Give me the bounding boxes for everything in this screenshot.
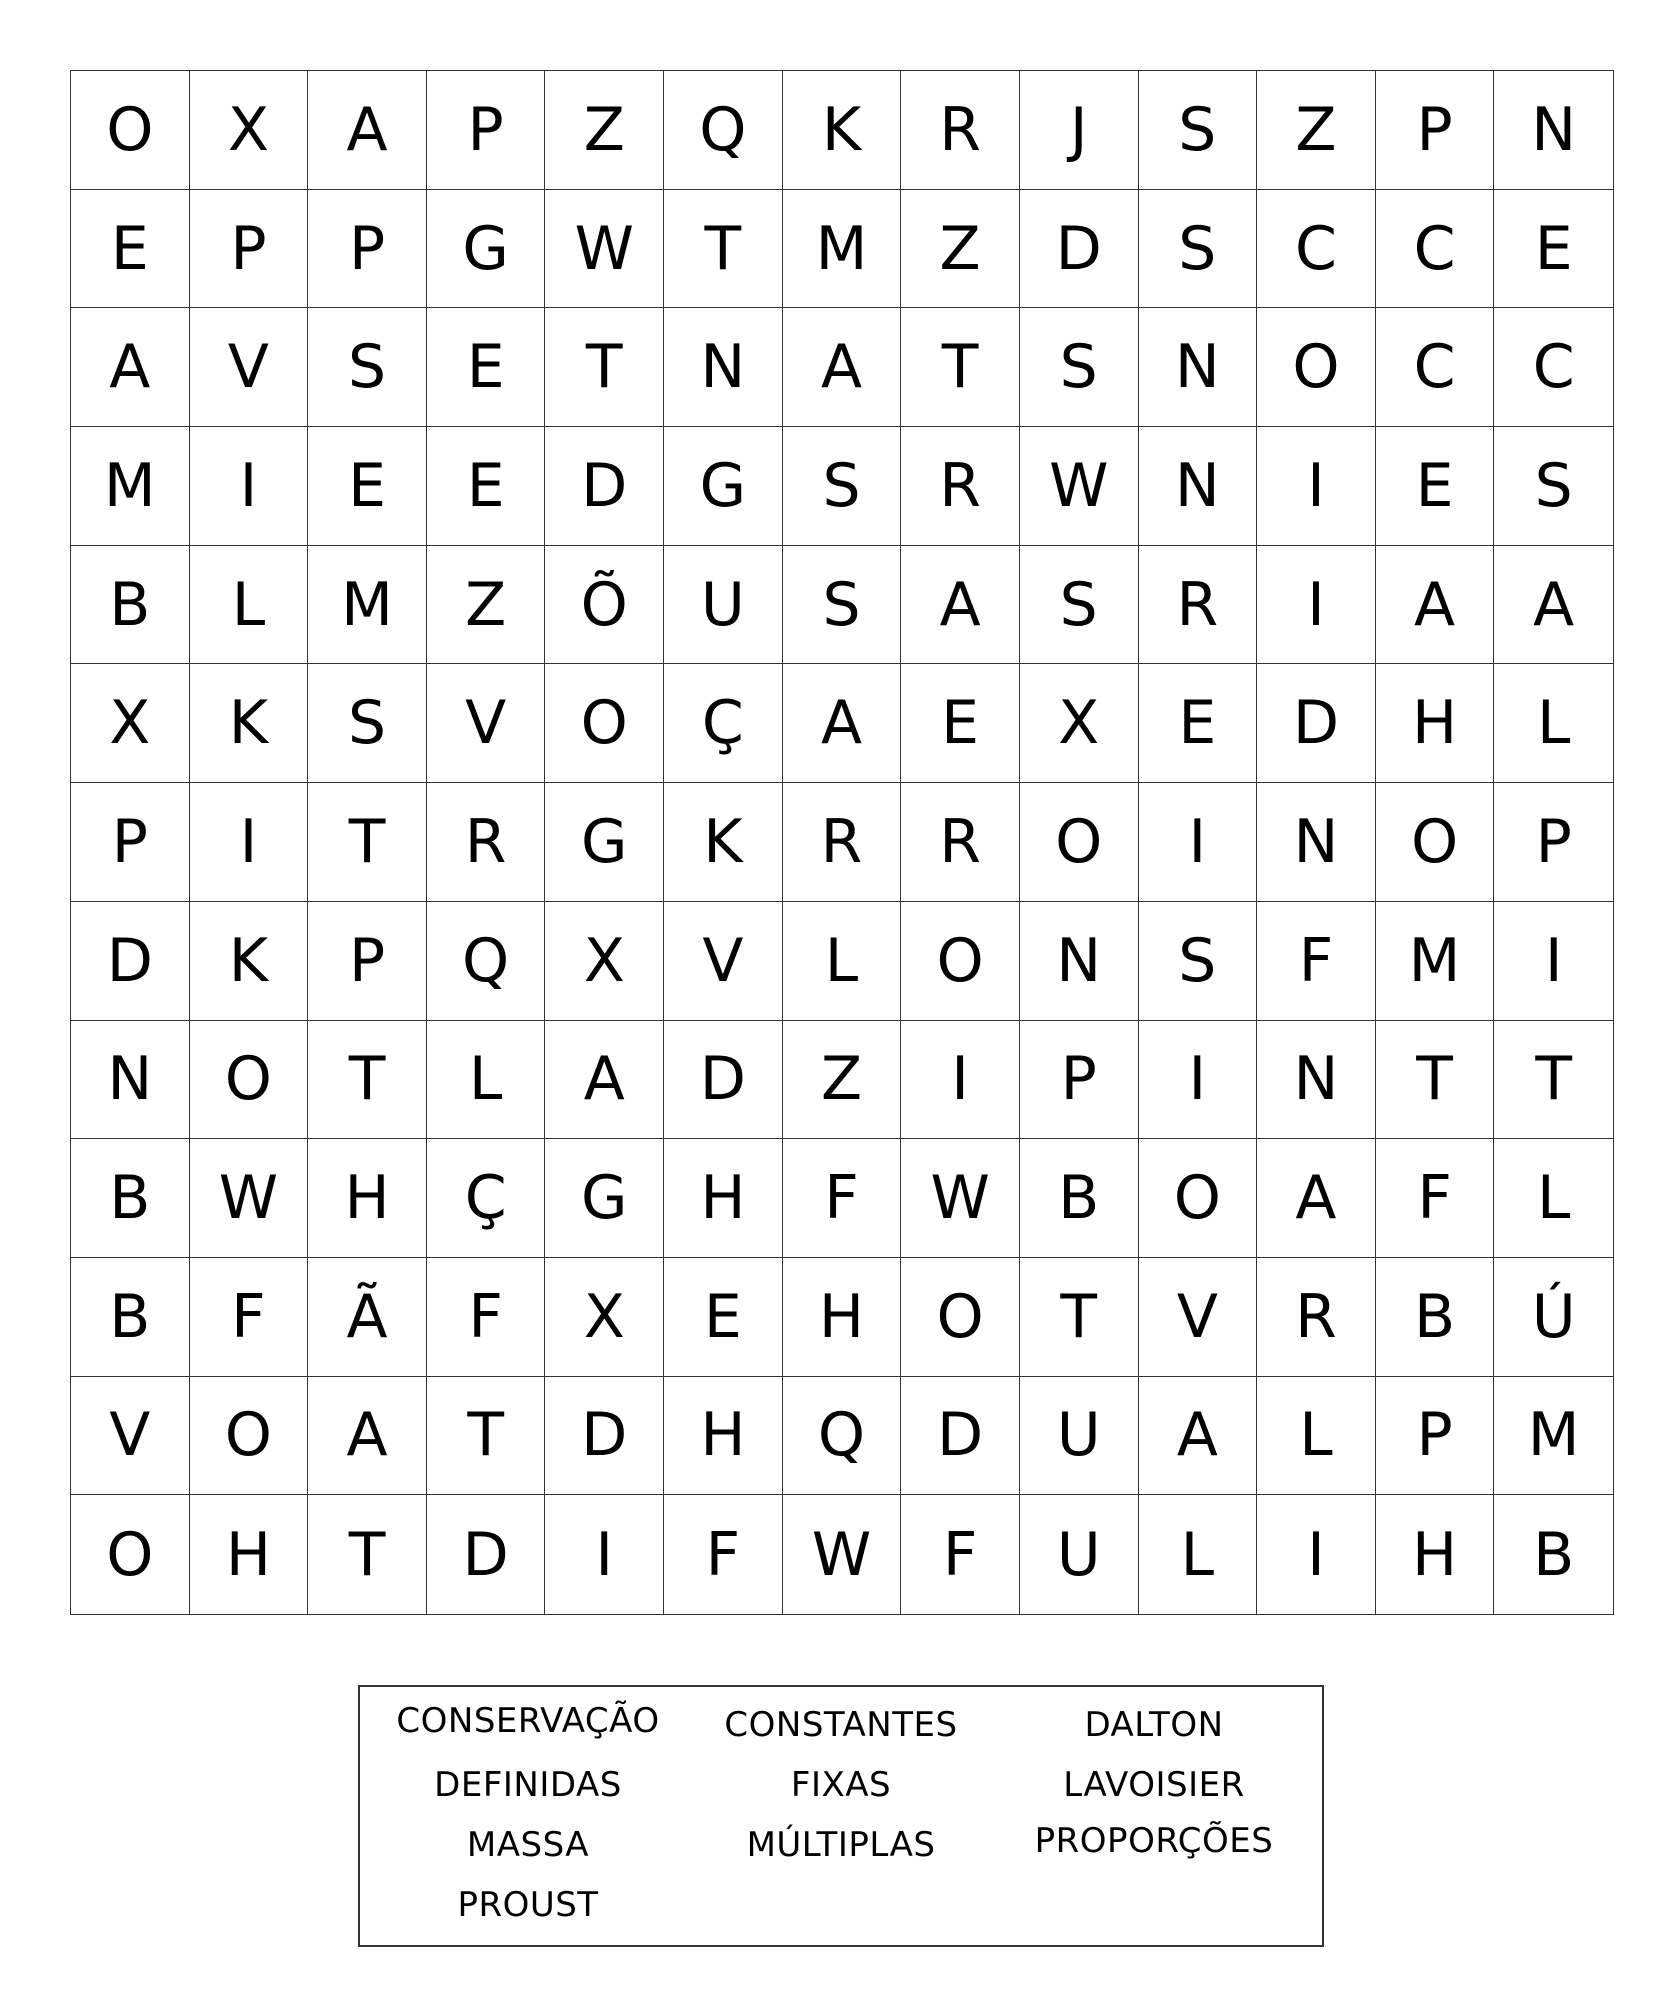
grid-cell[interactable]: M <box>308 546 427 665</box>
grid-cell[interactable]: P <box>1376 1377 1495 1496</box>
word-item: PROUST <box>457 1885 599 1925</box>
grid-cell[interactable]: O <box>1257 308 1376 427</box>
grid-cell[interactable]: X <box>190 71 309 190</box>
grid-cell[interactable]: A <box>308 71 427 190</box>
grid-cell[interactable]: V <box>71 1377 190 1496</box>
grid-cell[interactable]: W <box>901 1139 1020 1258</box>
grid-cell[interactable]: Z <box>545 71 664 190</box>
grid-cell[interactable]: P <box>190 190 309 309</box>
grid-cell[interactable]: O <box>190 1377 309 1496</box>
grid-cell[interactable]: O <box>71 71 190 190</box>
word-item: DEFINIDAS <box>434 1765 622 1805</box>
grid-cell[interactable]: A <box>1494 546 1613 665</box>
grid-cell[interactable]: Ã <box>308 1258 427 1377</box>
grid-cell[interactable]: N <box>1020 902 1139 1021</box>
word-item: FIXAS <box>790 1765 892 1805</box>
grid-cell[interactable]: E <box>1376 427 1495 546</box>
grid-cell[interactable]: P <box>1494 783 1613 902</box>
grid-cell[interactable]: B <box>71 546 190 665</box>
grid-cell[interactable]: I <box>1257 546 1376 665</box>
grid-cell[interactable]: E <box>71 190 190 309</box>
grid-cell[interactable]: D <box>545 1377 664 1496</box>
grid-cell[interactable]: B <box>1533 1519 1575 1590</box>
grid-cell[interactable]: I <box>901 1021 1020 1140</box>
grid-cell[interactable]: P <box>308 902 427 1021</box>
grid-cell[interactable]: L <box>190 546 309 665</box>
grid-cell[interactable]: S <box>308 308 427 427</box>
word-item: CONSERVAÇÃO <box>396 1701 660 1741</box>
grid-cell[interactable]: F <box>190 1258 309 1377</box>
grid-cell[interactable]: S <box>1020 546 1139 665</box>
grid-cell[interactable]: A <box>1139 1377 1258 1496</box>
grid-cell[interactable]: E <box>427 308 546 427</box>
grid-cell[interactable]: P <box>427 71 546 190</box>
grid-cell[interactable]: Ú <box>1494 1258 1613 1377</box>
grid-cell[interactable]: T <box>1376 1021 1495 1140</box>
grid-cell[interactable]: V <box>427 664 546 783</box>
grid-cell[interactable]: T <box>427 1377 546 1496</box>
grid-cell[interactable]: X <box>1020 664 1139 783</box>
grid-cell[interactable]: M <box>71 427 190 546</box>
grid-cell[interactable]: B <box>71 1258 190 1377</box>
grid-cell[interactable]: O <box>1139 1139 1258 1258</box>
grid-cell[interactable]: C <box>1376 308 1495 427</box>
grid-cell[interactable]: A <box>783 308 902 427</box>
grid-cell[interactable]: I <box>545 1495 664 1614</box>
grid-cell[interactable]: A <box>1257 1139 1376 1258</box>
grid-cell[interactable]: O <box>71 1495 190 1614</box>
grid-cell[interactable]: E <box>427 427 546 546</box>
grid-cell[interactable]: X <box>545 902 664 1021</box>
grid-cell[interactable]: R <box>901 427 1020 546</box>
grid-cell[interactable]: A <box>71 308 190 427</box>
grid-cell[interactable]: F <box>1257 902 1376 1021</box>
word-list <box>358 1685 1324 1947</box>
grid-cell[interactable]: R <box>1257 1258 1376 1377</box>
grid-cell[interactable]: U <box>1020 1377 1139 1496</box>
grid-cell[interactable]: E <box>1139 664 1258 783</box>
grid-cell[interactable]: A <box>308 1377 427 1496</box>
grid-cell[interactable]: D <box>901 1377 1020 1496</box>
grid-cell[interactable]: N <box>664 308 783 427</box>
grid-cell[interactable]: N <box>1257 783 1376 902</box>
grid-cell[interactable]: L <box>1257 1377 1376 1496</box>
grid-cell[interactable]: F <box>901 1495 1020 1614</box>
grid-cell[interactable]: F <box>664 1495 783 1614</box>
grid-cell[interactable]: I <box>190 783 309 902</box>
grid-cell[interactable]: L <box>1494 1139 1613 1258</box>
grid-cell[interactable]: E <box>308 427 427 546</box>
grid-cell[interactable]: O <box>545 664 664 783</box>
grid-cell[interactable]: R <box>901 71 1020 190</box>
grid-cell[interactable]: Õ <box>545 546 664 665</box>
grid-cell[interactable]: D <box>71 902 190 1021</box>
grid-cell[interactable]: G <box>664 427 783 546</box>
grid-cell[interactable]: V <box>664 902 783 1021</box>
grid-cell[interactable]: T <box>901 308 1020 427</box>
grid-cell[interactable]: B <box>71 1139 190 1258</box>
grid-cell[interactable]: N <box>1257 1021 1376 1140</box>
grid-cell[interactable]: M <box>783 190 902 309</box>
grid-cell[interactable]: H <box>1376 664 1495 783</box>
grid-cell[interactable]: N <box>1494 71 1613 190</box>
grid-cell[interactable]: I <box>1139 1021 1258 1140</box>
grid-cell[interactable]: S <box>1139 71 1258 190</box>
grid-cell[interactable]: K <box>664 783 783 902</box>
word-item: CONSTANTES <box>724 1705 958 1745</box>
grid-cell[interactable]: I <box>1257 427 1376 546</box>
grid-cell[interactable]: F <box>1376 1139 1495 1258</box>
grid-cell[interactable]: O <box>901 1258 1020 1377</box>
grid-cell[interactable]: F <box>427 1258 546 1377</box>
grid-cell[interactable]: F <box>783 1139 902 1258</box>
grid-cell[interactable]: W <box>783 1495 902 1614</box>
grid-cell[interactable]: R <box>783 783 902 902</box>
grid-cell[interactable]: L <box>1139 1495 1258 1614</box>
grid-cell[interactable]: Ç <box>427 1139 546 1258</box>
grid-cell[interactable]: P <box>1020 1021 1139 1140</box>
grid-cell[interactable]: S <box>1494 427 1613 546</box>
grid-cell[interactable]: P <box>1376 71 1495 190</box>
grid-cell[interactable]: R <box>1139 546 1258 665</box>
grid-cell[interactable]: I <box>190 427 309 546</box>
grid-cell[interactable]: Ç <box>664 664 783 783</box>
grid-cell[interactable]: S <box>1139 902 1258 1021</box>
grid-cell[interactable]: A <box>901 546 1020 665</box>
grid-cell[interactable]: A <box>783 664 902 783</box>
grid-cell[interactable]: O <box>901 902 1020 1021</box>
grid-cell[interactable]: K <box>783 71 902 190</box>
grid-cell[interactable]: Q <box>427 902 546 1021</box>
grid-cell[interactable]: D <box>427 1495 546 1614</box>
grid-cell[interactable]: T <box>308 783 427 902</box>
grid-cell[interactable]: W <box>190 1139 309 1258</box>
grid-cell[interactable]: S <box>783 427 902 546</box>
grid-cell[interactable]: T <box>1494 1021 1613 1140</box>
grid-cell[interactable]: C <box>1376 190 1495 309</box>
grid-cell[interactable]: B <box>1020 1139 1139 1258</box>
grid-cell[interactable]: S <box>1020 308 1139 427</box>
grid-cell[interactable]: A <box>545 1021 664 1140</box>
letter-grid <box>70 70 1614 1615</box>
grid-cell[interactable]: Z <box>427 546 546 665</box>
grid-cell[interactable]: W <box>545 190 664 309</box>
grid-cell[interactable]: L <box>427 1021 546 1140</box>
grid-cell[interactable]: X <box>71 664 190 783</box>
grid-cell[interactable]: B <box>1376 1258 1495 1377</box>
grid-cell[interactable]: Z <box>901 190 1020 309</box>
grid-cell[interactable]: P <box>308 190 427 309</box>
word-item: MASSA <box>466 1825 590 1865</box>
grid-cell[interactable]: H <box>664 1377 783 1496</box>
grid-cell[interactable]: M <box>1494 1377 1613 1496</box>
grid-cell[interactable]: T <box>545 308 664 427</box>
grid-cell[interactable]: S <box>308 664 427 783</box>
grid-cell[interactable]: T <box>1020 1258 1139 1377</box>
grid-cell[interactable]: G <box>545 783 664 902</box>
grid-cell[interactable]: N <box>71 1021 190 1140</box>
grid-cell[interactable]: X <box>545 1258 664 1377</box>
grid-cell[interactable]: D <box>545 427 664 546</box>
grid-cell[interactable]: I <box>1257 1495 1376 1614</box>
word-item: PROPORÇÕES <box>1034 1821 1274 1861</box>
grid-cell[interactable]: E <box>901 664 1020 783</box>
grid-cell[interactable]: Q <box>783 1377 902 1496</box>
grid-cell[interactable]: E <box>664 1258 783 1377</box>
grid-cell[interactable]: R <box>901 783 1020 902</box>
grid-cell[interactable]: I <box>1494 902 1613 1021</box>
grid-cell[interactable]: G <box>427 190 546 309</box>
grid-cell[interactable]: R <box>427 783 546 902</box>
grid-cell[interactable]: A <box>1376 546 1495 665</box>
grid-cell[interactable]: H <box>1376 1495 1495 1614</box>
grid-cell[interactable]: S <box>1139 190 1258 309</box>
grid-cell[interactable]: T <box>308 1495 427 1614</box>
grid-cell[interactable]: O <box>1376 783 1495 902</box>
word-item: DALTON <box>1084 1705 1224 1745</box>
grid-cell[interactable]: D <box>1257 664 1376 783</box>
grid-cell[interactable]: T <box>308 1021 427 1140</box>
grid-cell[interactable]: N <box>1139 308 1258 427</box>
grid-cell[interactable]: P <box>71 783 190 902</box>
grid-cell[interactable]: C <box>1257 190 1376 309</box>
grid-cell[interactable]: H <box>783 1258 902 1377</box>
grid-cell[interactable]: M <box>1376 902 1495 1021</box>
grid-cell[interactable]: D <box>664 1021 783 1140</box>
grid-cell[interactable]: L <box>783 902 902 1021</box>
grid-cell[interactable]: H <box>308 1139 427 1258</box>
grid-cell[interactable]: O <box>190 1021 309 1140</box>
grid-cell[interactable]: Q <box>664 71 783 190</box>
grid-cell[interactable]: D <box>1020 190 1139 309</box>
grid-cell[interactable]: U <box>664 546 783 665</box>
grid-cell[interactable]: K <box>190 664 309 783</box>
grid-cell[interactable]: K <box>190 902 309 1021</box>
word-item: MÚLTIPLAS <box>746 1825 936 1865</box>
grid-cell[interactable]: G <box>545 1139 664 1258</box>
grid-cell[interactable]: I <box>1139 783 1258 902</box>
grid-cell[interactable]: S <box>783 546 902 665</box>
grid-cell[interactable]: U <box>1020 1495 1139 1614</box>
grid-cell[interactable]: Z <box>783 1021 902 1140</box>
grid-cell[interactable]: O <box>1020 783 1139 902</box>
grid-cell[interactable]: W <box>1020 427 1139 546</box>
grid-cell[interactable]: V <box>190 308 309 427</box>
grid-cell[interactable]: N <box>1139 427 1258 546</box>
grid-cell[interactable]: C <box>1494 308 1613 427</box>
grid-cell[interactable]: L <box>1494 664 1613 783</box>
grid-cell[interactable]: V <box>1139 1258 1258 1377</box>
grid-cell[interactable]: H <box>664 1139 783 1258</box>
grid-cell[interactable]: J <box>1020 71 1139 190</box>
grid-cell[interactable]: E <box>1494 190 1613 309</box>
grid-cell[interactable]: H <box>190 1495 309 1614</box>
word-item: LAVOISIER <box>1063 1765 1245 1805</box>
grid-cell[interactable]: Z <box>1257 71 1376 190</box>
grid-cell[interactable]: T <box>664 190 783 309</box>
